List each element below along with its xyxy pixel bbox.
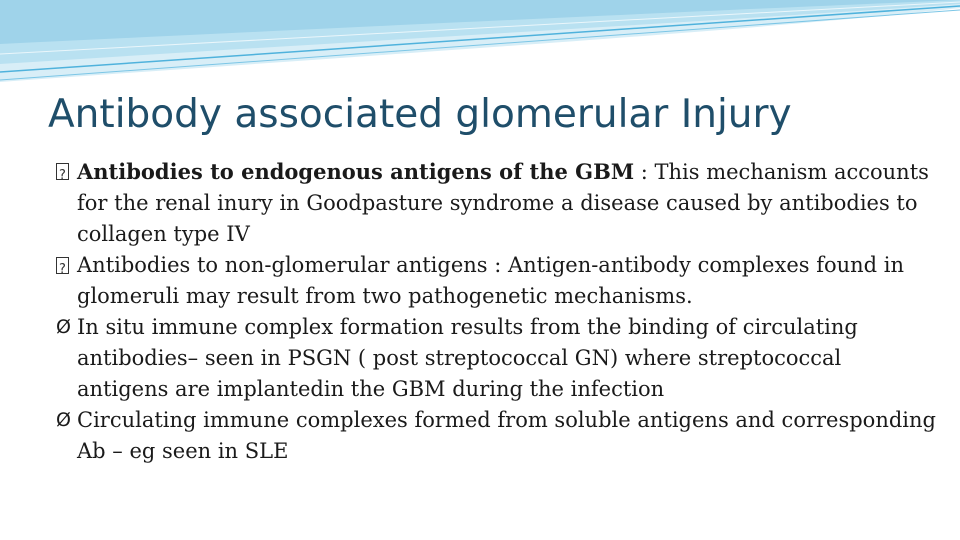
- slide-title: Antibody associated glomerular Injury: [48, 92, 792, 137]
- missing-glyph-icon: [56, 156, 77, 189]
- arrow-bullet-icon: Ø: [56, 409, 71, 431]
- list-item: [56, 312, 936, 405]
- arrow-bullet-icon: Ø: [56, 316, 71, 338]
- header-wave-decoration: [0, 0, 960, 90]
- slide-body: [56, 156, 936, 467]
- item-bold-text: Antibodies to endogenous antigens of the GBM: [77, 159, 635, 184]
- item-text: Circulating immune complexes formed from soluble antigens and corresponding Ab – eg seen in SLE: [77, 408, 936, 463]
- list-item: [56, 405, 936, 467]
- item-text: : This mechanism accounts for the renal inury in Goodpasture syndrome a disease caused by antibodies to collagen type IV: [77, 160, 929, 246]
- list-item: [56, 156, 936, 250]
- item-text: In situ immune complex formation results from the binding of circulating antibodies– seen in PSGN ( post streptococcal GN) where streptococcal antigens are implantedin the GBM during the infection: [77, 315, 858, 401]
- list-item: [56, 250, 936, 312]
- item-text: Antibodies to non-glomerular antigens : Antigen-antibody complexes found in glomeruli may result from two pathogenetic mechanisms.: [77, 253, 905, 308]
- missing-glyph-icon: [56, 250, 77, 283]
